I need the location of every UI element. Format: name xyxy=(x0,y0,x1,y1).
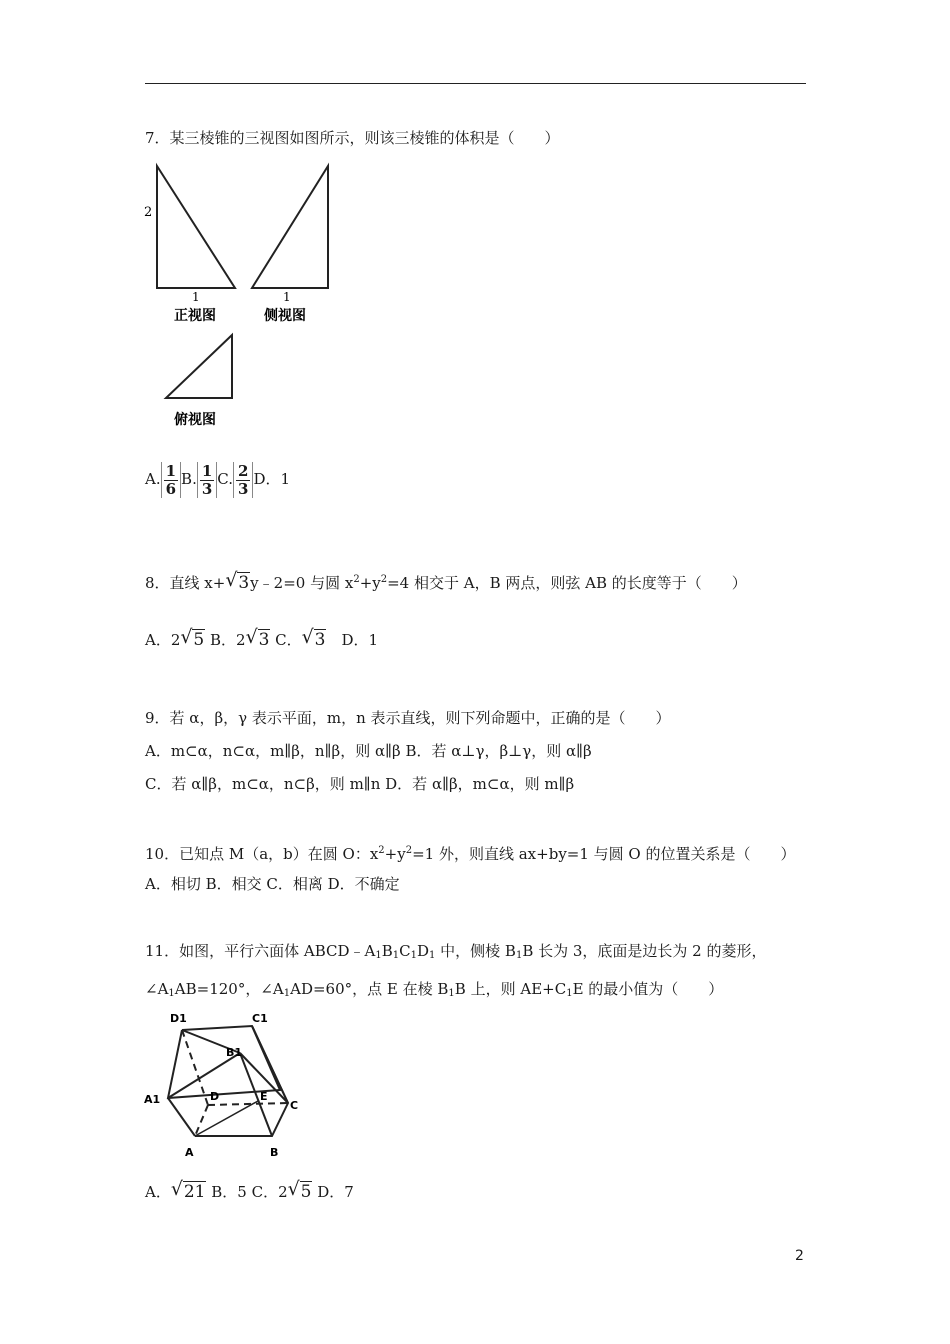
q9-stem: 9．若 α，β，γ 表示平面，m，n 表示直线，则下列命题中，正确的是（ ） xyxy=(145,709,671,727)
q9-options-cd: C．若 α∥β，m⊂α，n⊂β，则 m∥n D．若 α∥β，m⊂α，则 m∥β xyxy=(145,775,575,793)
q7-stem: 7．某三棱锥的三视图如图所示，则该三棱锥的体积是（ ） xyxy=(145,129,560,147)
label-A1: A1 xyxy=(144,1093,161,1106)
front-height-label: 2 xyxy=(144,205,153,220)
q7-three-view-figure xyxy=(140,158,340,433)
label-B1: B1 xyxy=(226,1046,243,1059)
label-D1: D1 xyxy=(170,1012,187,1025)
q10-options: A．相切 B．相交 C．相离 D．不确定 xyxy=(145,875,400,893)
q7-options: A. $\frac{1}{6}$ B. $\frac{1}{3}$ C. $\frac{2}{3}$ D．1 xyxy=(145,461,291,498)
q11-stem-line2: $\angle A_1AB=120^\circ$，$\angle A_1AD=60^\circ$，点 E 在棱 $B_1B$ 上，则 $AE+C_1E$ 的最小值为（ ） xyxy=(145,980,724,999)
q10-stem: 10．已知点 M（a，b）在圆 O：$x^2+y^2=1$ 外，则直线 ax+by=1 与圆 O 的位置关系是（ ） xyxy=(145,845,796,863)
q11-parallelepiped-figure xyxy=(140,1008,310,1163)
label-B: B xyxy=(270,1146,279,1159)
side-view-label: 侧视图 xyxy=(264,308,306,324)
top-view-label: 俯视图 xyxy=(174,412,216,428)
header-rule xyxy=(145,83,806,84)
q11-options: A． √ 21 B．5 C．2 √ 5 D．7 xyxy=(145,1178,354,1202)
label-C: C xyxy=(290,1099,299,1112)
top-view-triangle xyxy=(166,335,232,398)
label-E: E xyxy=(260,1090,268,1103)
side-view-triangle xyxy=(252,166,328,288)
front-width-label: 1 xyxy=(192,290,200,304)
label-C1: C1 xyxy=(252,1012,268,1025)
label-D: D xyxy=(210,1090,220,1103)
q9-options-ab: A．m⊂α，n⊂α，m∥β，n∥β，则 α∥β B．若 α⊥γ，β⊥γ，则 α∥β xyxy=(145,742,592,760)
front-view-triangle xyxy=(157,166,235,288)
page-number: 2 xyxy=(795,1248,804,1264)
front-view-label: 正视图 xyxy=(174,308,216,324)
q8-stem: 8．直线 x+ √ 3y﹣2=0 与圆 $x^2+y^2=4$ 相交于 A，B 两点，则弦 AB 的长度等于（ ） xyxy=(145,569,747,593)
label-A: A xyxy=(185,1146,194,1159)
side-width-label: 1 xyxy=(283,290,291,304)
q11-stem-line1: 11．如图，平行六面体 $ABCD﹣A_1B_1C_1D_1$ 中，侧棱 $B_1B$ 长为 3，底面是边长为 2 的菱形， xyxy=(145,942,767,961)
q8-options: A．2 √ 5 B．2 √ 3 C． √ 3 D．1 xyxy=(145,626,379,650)
